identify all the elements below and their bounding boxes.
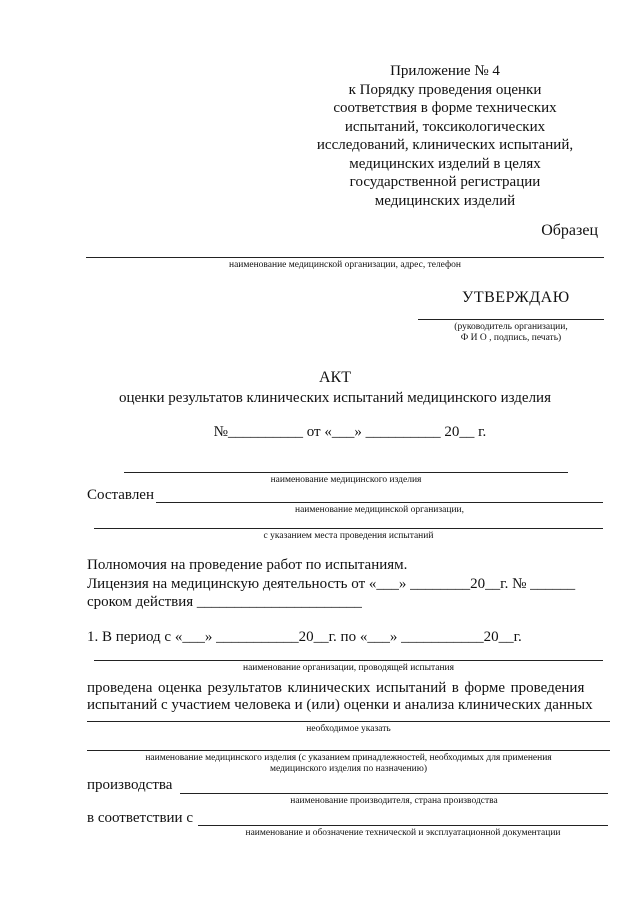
annex-line: к Порядку проведения оценки <box>348 81 542 98</box>
approve-caption-2: Ф И О , подпись, печать) <box>460 333 562 343</box>
conformity-line <box>198 825 608 826</box>
act-title: АКТ <box>319 369 351 386</box>
approve-line <box>418 319 604 320</box>
annex-line: испытаний, токсикологических <box>344 118 546 135</box>
conformity-label: в соответствии с <box>87 810 193 826</box>
annex-line: государственной регистрации <box>349 174 541 190</box>
org-line <box>86 257 604 258</box>
period-caption: наименование организации, проводящей испытания <box>243 663 454 673</box>
paragraph-line <box>87 721 610 722</box>
conformity-caption: наименование и обозначение технической и эксплуатационной документации <box>245 828 561 838</box>
compiled-caption-place: с указанием места проведения испытаний <box>263 531 434 541</box>
device-caption: наименование медицинского изделия <box>270 475 422 485</box>
sample-label: Образец <box>541 222 598 239</box>
production-line <box>180 793 608 794</box>
compiled-label: Составлен <box>87 487 154 503</box>
annex-line: соответствия в форме технических <box>333 100 557 116</box>
paragraph-line-1: проведена оценка результатов клинических испытаний в форме проведения <box>87 680 585 696</box>
annex-line: медицинских изделий <box>374 192 516 209</box>
org-caption: наименование медицинской организации, адрес, телефон <box>228 260 462 270</box>
annex-line: исследований, клинических испытаний, <box>316 137 574 153</box>
approve-caption-1: (руководитель организации, <box>454 322 568 332</box>
approve-title: УТВЕРЖДАЮ <box>462 289 570 306</box>
compiled-caption-org: наименование медицинской организации, <box>295 505 464 515</box>
period-org-line <box>94 660 603 661</box>
device-line <box>124 472 568 473</box>
paragraph-line-2: испытаний с участием человека и (или) оценки и анализа клинических данных <box>87 697 593 713</box>
compiled-line <box>156 502 603 503</box>
authority-line-2: Лицензия на медицинскую деятельность от «___» ________20__г. № ______ <box>87 576 576 592</box>
device-detail-caption-2: медицинского изделия по назначению) <box>269 764 428 774</box>
act-subtitle: оценки результатов клинических испытаний медицинского изделия <box>119 390 551 406</box>
annex-line: Приложение № 4 <box>390 63 500 79</box>
act-number-line: №__________ от «___» __________ 20__ г. <box>213 424 487 440</box>
production-label: производства <box>87 777 173 793</box>
device-detail-caption-1: наименование медицинского изделия (с указанием принадлежностей, необходимых для применения <box>145 753 552 763</box>
period-line: 1. В период с «___» ___________20__г. по «___» ___________20__г. <box>87 629 522 645</box>
paragraph-caption: необходимое указать <box>306 724 391 734</box>
production-caption: наименование производителя, страна производства <box>290 796 498 806</box>
device-detail-line <box>87 750 610 751</box>
compiled-place-line <box>94 528 603 529</box>
annex-header <box>300 62 590 210</box>
annex-line: медицинских изделий в целях <box>349 155 541 172</box>
authority-line-3: сроком действия ______________________ <box>87 594 362 610</box>
authority-line-1: Полномочия на проведение работ по испытаниям. <box>87 557 408 573</box>
